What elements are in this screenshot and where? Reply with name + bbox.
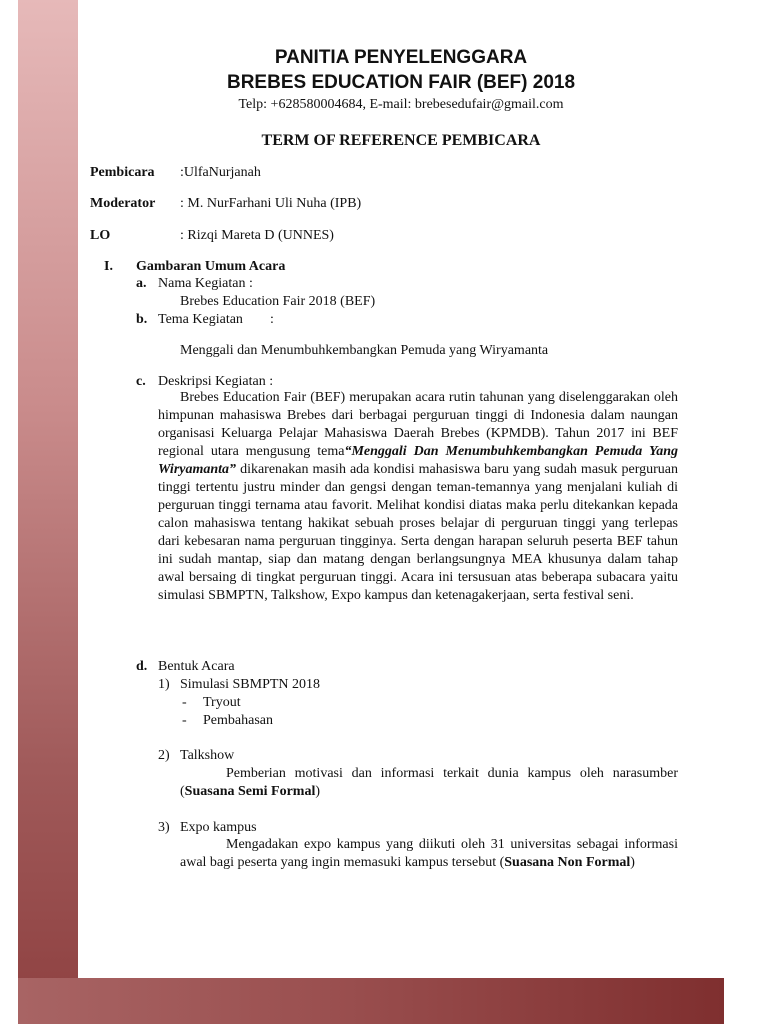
- item-b-marker: b.: [136, 312, 148, 327]
- expo-text: Mengadakan expo kampus yang diikuti oleh 31 universitas sebagai informasi awal bagi peserta yang ingin memasuki kampus tersebut (: [180, 837, 678, 870]
- talkshow-open: (: [180, 784, 185, 799]
- moderator-label: Moderator: [90, 196, 156, 211]
- item-b-value: Menggali dan Menumbuhkembangkan Pemuda yang Wiryamanta: [180, 343, 549, 358]
- section-numeral: I.: [104, 259, 113, 274]
- description-paragraph: [158, 389, 678, 605]
- left-decorative-band: [18, 0, 78, 1024]
- description-text-1: Brebes Education Fair (BEF) merupakan acara rutin tahunan yang diselenggarakan oleh himpunan mahasiswa Brebes dari berbagai perguruan tinggi di Indonesia dalam naungan organisasi Keluarga Pelajar Mahasiswa Daerah Brebes (KPMDB). Tahun 2017 ini BEF regional utara mengusung tema: [158, 390, 678, 459]
- moderator-value: : M. NurFarhani Uli Nuha (IPB): [180, 196, 362, 211]
- speaker-value: :UlfaNurjanah: [180, 165, 261, 180]
- item-b-colon: :: [270, 312, 274, 327]
- talkshow-text: Pemberian motivasi dan informasi terkait dunia kampus oleh narasumber: [226, 766, 678, 781]
- sub-1-dash: -: [182, 695, 187, 710]
- lo-value: : Rizqi Mareta D (UNNES): [180, 228, 334, 243]
- expo-paragraph: [180, 836, 678, 872]
- event-3-number: 3): [158, 820, 170, 835]
- right-margin: [724, 0, 768, 1024]
- expo-close: ): [630, 855, 635, 870]
- description-theme: “Menggali Dan Menumbuhkembangkan Pemuda Yang Wiryamanta”: [158, 444, 679, 477]
- sub-2-text: Pembahasan: [203, 713, 273, 728]
- document-title: TERM OF REFERENCE PEMBICARA: [261, 132, 541, 149]
- header-contact: Telp: +628580004684, E-mail: brebesedufair@gmail.com: [238, 97, 564, 112]
- talkshow-atmosphere: Suasana Semi Formal: [184, 784, 316, 799]
- item-a-marker: a.: [136, 276, 147, 291]
- item-d-label: Bentuk Acara: [158, 659, 235, 674]
- section-title: Gambaran Umum Acara: [136, 259, 286, 274]
- event-2-number: 2): [158, 748, 170, 763]
- item-b-label: Tema Kegiatan: [158, 312, 243, 327]
- header-line-2: BREBES EDUCATION FAIR (BEF) 2018: [226, 72, 576, 93]
- event-3-title: Expo kampus: [180, 820, 257, 835]
- event-2-title: Talkshow: [180, 748, 235, 763]
- header-line-1: PANITIA PENYELENGGARA: [274, 47, 528, 68]
- item-c-marker: c.: [136, 374, 146, 389]
- bottom-decorative-band: [18, 978, 724, 1024]
- item-a-value: Brebes Education Fair 2018 (BEF): [180, 294, 376, 309]
- expo-atmosphere: Suasana Non Formal: [504, 855, 631, 870]
- speaker-label: Pembicara: [90, 165, 155, 180]
- item-a-label: Nama Kegiatan :: [158, 276, 253, 291]
- event-1-number: 1): [158, 677, 170, 692]
- item-c-label: Deskripsi Kegiatan :: [158, 374, 274, 389]
- item-d-marker: d.: [136, 659, 148, 674]
- sub-2-dash: -: [182, 713, 187, 728]
- description-text-2: dikarenakan masih ada kondisi mahasiswa baru yang sudah masuk perguruan tinggi tertentu justru minder dan gengsi dengan teman-temannya yang menjalani kuliah di perguruan tinggi ternama atau favorit. Melihat kondisi diatas maka perlu ditekankan kepada calon mahasiswa tentang hakikat sebuah proses belajar di perguruan tinggi yang terlepas dari kebesaran nama perguruan tingginya. Serta dengan harapan seluruh peserta BEF tahun ini sudah mantap, siap dan matang dengan berlangsungnya MEA khusunya dalam tahap awal bersaing di tingkat perguruan tinggi. Acara ini tersusuan atas beberapa subacara yaitu simulasi SBMPTN, Talkshow, Expo kampus dan ketenagakerjaan, serta festival seni.: [158, 462, 678, 603]
- lo-label: LO: [90, 228, 111, 243]
- document-page: [78, 0, 724, 978]
- talkshow-close: ): [315, 784, 321, 799]
- sub-1-text: Tryout: [203, 695, 241, 710]
- event-1-title: Simulasi SBMPTN 2018: [180, 677, 321, 692]
- talkshow-paragraph: [180, 765, 678, 801]
